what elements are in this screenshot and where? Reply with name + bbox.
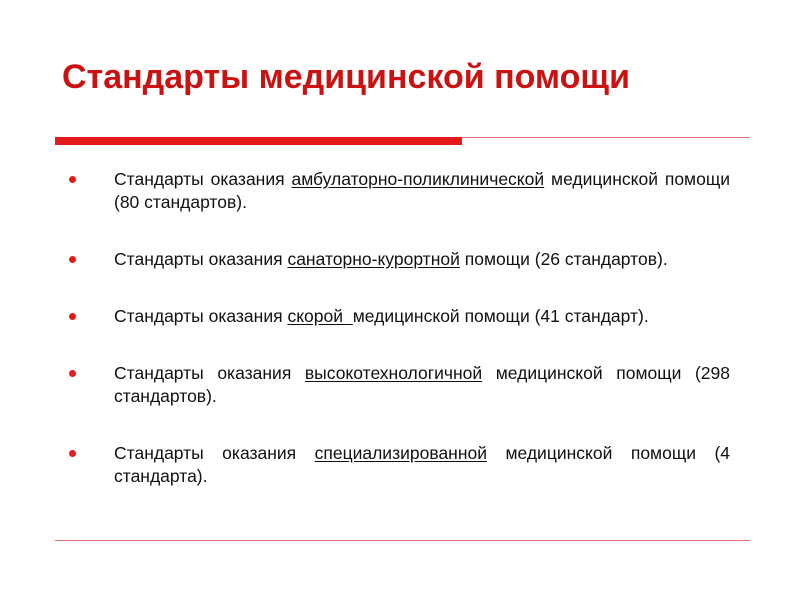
- list-item-suffix: помощи (26 стандартов).: [459, 249, 668, 269]
- title-divider-line: [462, 137, 750, 138]
- bullet-dot-icon: [69, 450, 76, 457]
- list-item-prefix: Стандарты оказания: [114, 169, 292, 189]
- list-item-suffix: медицинской помощи (80 стандартов).: [114, 169, 730, 212]
- bottom-divider-line: [55, 540, 750, 541]
- list-item-suffix: медицинской помощи (298 стандартов).: [114, 363, 730, 406]
- link-sanatorium[interactable]: санаторно-курортной: [287, 249, 460, 269]
- standards-list: [65, 168, 730, 522]
- list-item: [65, 362, 730, 408]
- bullet-dot-icon: [69, 370, 76, 377]
- link-emergency[interactable]: скорой: [287, 306, 353, 326]
- bullet-dot-icon: [69, 256, 76, 263]
- list-item: [65, 442, 730, 488]
- link-ambulatory[interactable]: амбулаторно-поликлинической: [291, 169, 545, 189]
- slide-title: Стандарты медицинской помощи: [62, 58, 630, 96]
- list-item-suffix: медицинской помощи (41 стандарт).: [352, 306, 649, 326]
- link-high-tech[interactable]: высокотехнологичной: [304, 363, 483, 383]
- bullet-dot-icon: [69, 313, 76, 320]
- list-item-suffix: медицинской помощи (4 стандарта).: [114, 443, 730, 486]
- list-item-prefix: Стандарты оказания: [114, 249, 288, 269]
- list-item: [65, 248, 730, 271]
- list-item-prefix: Стандарты оказания: [114, 363, 305, 383]
- title-accent-bar: [55, 137, 462, 145]
- bullet-dot-icon: [69, 176, 76, 183]
- link-specialized[interactable]: специализированной: [314, 443, 488, 463]
- list-item: [65, 168, 730, 214]
- list-item-prefix: Стандарты оказания: [114, 443, 315, 463]
- list-item: [65, 305, 730, 328]
- list-item-prefix: Стандарты оказания: [114, 306, 288, 326]
